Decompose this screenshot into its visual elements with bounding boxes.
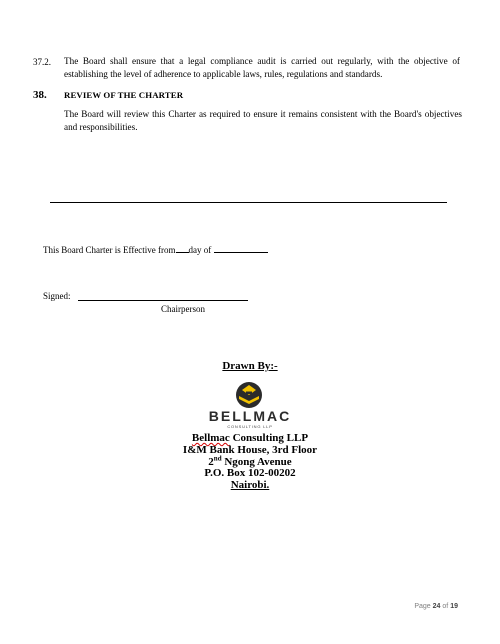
address-line-2: I&M Bank House, 3rd Floor <box>182 444 318 456</box>
section-number: 38. <box>33 89 47 101</box>
bellmac-logo-icon <box>233 381 265 409</box>
section-heading: REVIEW OF THE CHARTER <box>64 90 184 100</box>
logo-wordmark: BELLMAC <box>208 408 292 424</box>
section-number: 37.2. <box>33 57 51 67</box>
logo-tagline: CONSULTING LLP <box>227 424 273 429</box>
address-line-5: Nairobi. <box>230 479 270 491</box>
section-text: The Board shall ensure that a legal compliance audit is carried out regularly, with the objective of establishing the level of adherence to applicable laws, rules, regulations and standards. <box>64 56 460 79</box>
effective-prefix: This Board Charter is Effective from <box>43 245 176 255</box>
effective-middle: day of <box>188 245 212 255</box>
effective-date-line <box>43 243 268 255</box>
drawn-by-label: Drawn By:- <box>222 360 278 372</box>
horizontal-divider <box>50 202 447 203</box>
day-blank <box>176 243 189 253</box>
signature-role: Chairperson <box>161 304 205 314</box>
signed-label: Signed: <box>43 291 71 301</box>
page-number: Page 24 of 19 <box>414 603 458 610</box>
firm-name: Bellmac Consulting LLP <box>191 432 309 444</box>
section-text: The Board will review this Charter as required to ensure it remains consistent with the Board's objectives and responsibilities. <box>64 109 462 132</box>
address-line-3: 2nd Ngong Avenue <box>208 454 292 468</box>
address-line-4: P.O. Box 102-00202 <box>204 467 296 479</box>
signature-line <box>78 300 248 301</box>
month-blank <box>214 243 268 253</box>
